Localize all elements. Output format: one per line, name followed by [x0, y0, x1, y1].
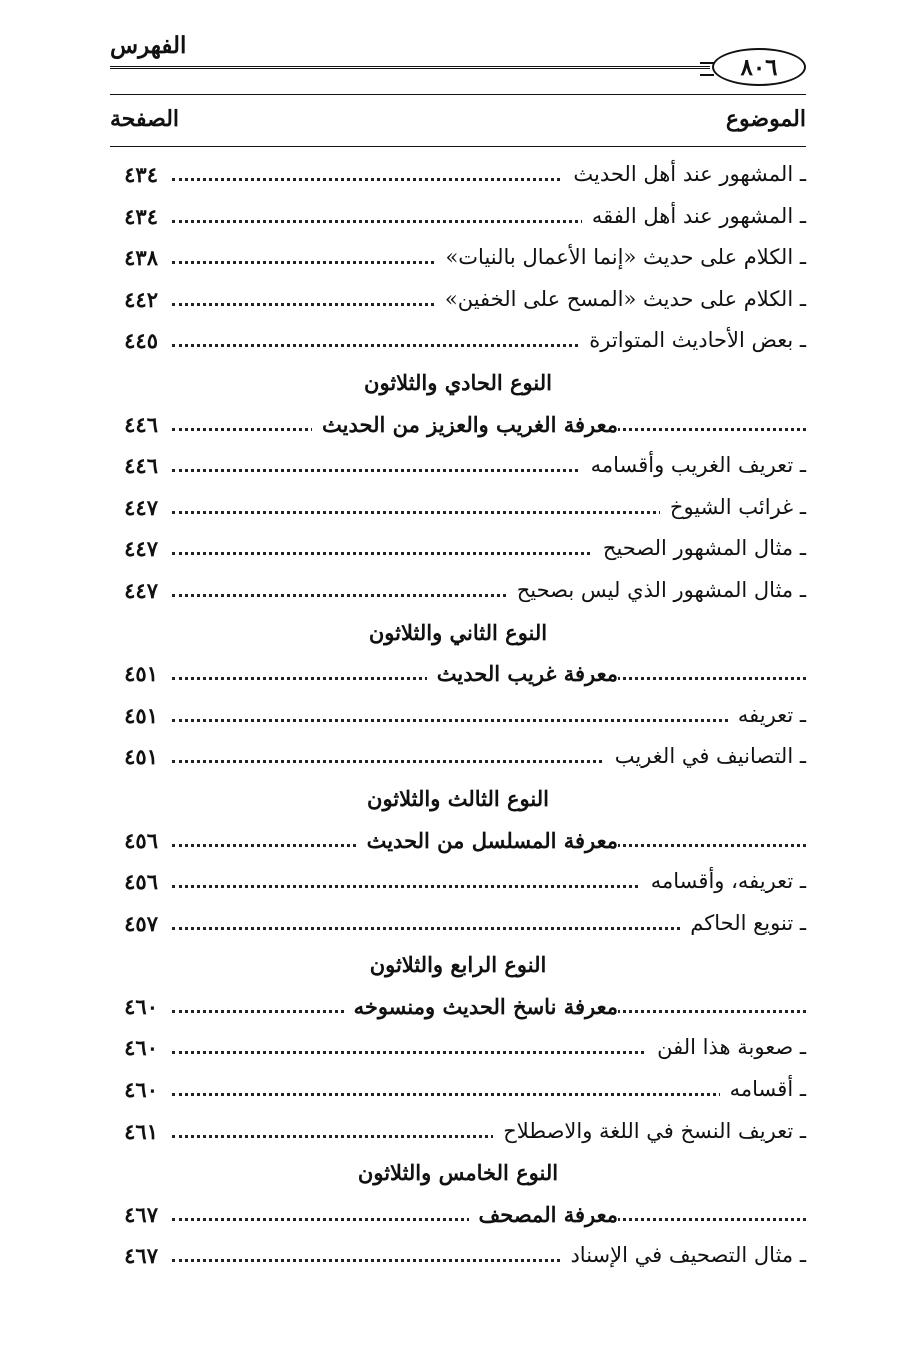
- entry-page-number: ٤٥١: [124, 661, 158, 687]
- entry-title: ـ الكلام على حديث «إنما الأعمال بالنيات»: [435, 245, 806, 269]
- index-entry[interactable]: [110, 283, 806, 325]
- entry-page-number: ٤٦٠: [124, 993, 158, 1019]
- entry-page-number: ٤٤٧: [124, 577, 158, 603]
- entry-title: ـ المشهور عند أهل الحديث: [563, 162, 806, 186]
- entry-title: ـ مثال التصحيف في الإسناد: [560, 1243, 806, 1267]
- entry-title: معرفة الغريب والعزيز من الحديث: [312, 412, 618, 437]
- entry-title: ـ بعض الأحاديث المتواترة: [579, 328, 806, 352]
- entry-title: ـ تعريف الغريب وأقسامه: [581, 453, 806, 477]
- column-divider: [110, 146, 806, 147]
- entry-page-number: ٤٦٧: [124, 1243, 158, 1269]
- entry-title: ـ مثال المشهور الذي ليس بصحيح: [507, 578, 806, 602]
- section-entry[interactable]: [110, 824, 806, 866]
- entry-title: معرفة المصحف: [469, 1202, 618, 1227]
- section-entry[interactable]: [110, 1198, 806, 1240]
- entry-page-number: ٤٤٢: [124, 286, 158, 312]
- chapter-heading-title: النوع الثاني والثلاثون: [368, 619, 548, 645]
- section-entry[interactable]: [110, 408, 806, 450]
- entry-page-number: ٤٤٦: [124, 453, 158, 479]
- index-page: [110, 0, 806, 1349]
- chapter-heading: [110, 616, 806, 658]
- chapter-heading: [110, 782, 806, 824]
- index-entry[interactable]: [110, 200, 806, 242]
- entry-title: ـ مثال المشهور الصحيح: [593, 536, 806, 560]
- entry-page-number: ٤٣٤: [124, 162, 158, 187]
- entry-title: معرفة المسلسل من الحديث: [357, 828, 618, 853]
- chapter-heading-title: النوع الخامس والثلاثون: [357, 1160, 559, 1186]
- entry-title: ـ تنويع الحاكم: [680, 911, 806, 935]
- entry-title: ـ غرائب الشيوخ: [660, 495, 806, 519]
- chapter-heading: [110, 1156, 806, 1198]
- entry-page-number: ٤٥١: [124, 744, 158, 770]
- chapter-heading: [110, 948, 806, 990]
- index-entry[interactable]: [110, 699, 806, 741]
- index-entry[interactable]: [110, 1239, 806, 1281]
- index-entry[interactable]: [110, 1073, 806, 1115]
- index-entry[interactable]: [110, 324, 806, 366]
- index-entries: [110, 158, 806, 1281]
- entry-page-number: ٤٣٤: [124, 203, 158, 229]
- chapter-heading-title: النوع الرابع والثلاثون: [369, 952, 547, 978]
- header-double-rule: [110, 66, 710, 69]
- entry-title: ـ تعريف النسخ في اللغة والاصطلاح: [493, 1119, 806, 1143]
- entry-title: ـ الكلام على حديث «المسح على الخفين»: [435, 287, 806, 311]
- entry-page-number: ٤٤٧: [124, 536, 158, 562]
- entry-page-number: ٤٥١: [124, 702, 158, 728]
- column-page-label: الصفحة: [110, 106, 180, 132]
- entry-title: ـ تعريفه، وأقسامه: [641, 869, 806, 893]
- index-entry[interactable]: [110, 241, 806, 283]
- page-number: ٨٠٦: [740, 53, 778, 81]
- entry-title: ـ صعوبة هذا الفن: [647, 1035, 806, 1059]
- dot-leader: [172, 1093, 806, 1096]
- chapter-heading-title: النوع الثالث والثلاثون: [367, 785, 549, 811]
- entry-page-number: ٤٤٥: [124, 328, 158, 354]
- section-entry[interactable]: [110, 657, 806, 699]
- index-entry[interactable]: [110, 1031, 806, 1073]
- index-entry[interactable]: [110, 449, 806, 491]
- running-header: [110, 30, 806, 90]
- index-entry[interactable]: [110, 574, 806, 616]
- index-entry[interactable]: [110, 491, 806, 533]
- entry-page-number: ٤٥٦: [124, 827, 158, 853]
- chapter-heading: [110, 366, 806, 408]
- entry-page-number: ٤٦١: [124, 1118, 158, 1144]
- entry-page-number: ٤٦٠: [124, 1035, 158, 1061]
- section-entry[interactable]: [110, 990, 806, 1032]
- entry-title: ـ المشهور عند أهل الفقه: [582, 204, 806, 228]
- index-entry[interactable]: [110, 740, 806, 782]
- entry-page-number: ٤٥٦: [124, 869, 158, 895]
- entry-title: ـ التصانيف في الغريب: [605, 744, 806, 768]
- entry-title: ـ تعريفه: [728, 703, 806, 727]
- chapter-heading-title: النوع الحادي والثلاثون: [364, 369, 552, 395]
- entry-page-number: ٤٤٦: [124, 411, 158, 437]
- column-header: [110, 100, 806, 140]
- dot-leader: [172, 719, 806, 722]
- entry-title: ـ أقسامه: [720, 1077, 806, 1101]
- top-divider: [110, 94, 806, 95]
- entry-title: معرفة غريب الحديث: [427, 661, 618, 686]
- entry-page-number: ٤٥٧: [124, 910, 158, 936]
- column-topic-label: الموضوع: [725, 106, 806, 132]
- entry-title: معرفة ناسخ الحديث ومنسوخه: [344, 994, 618, 1019]
- index-entry[interactable]: [110, 532, 806, 574]
- entry-page-number: ٤٦٧: [124, 1201, 158, 1227]
- index-entry[interactable]: [110, 907, 806, 949]
- running-title: الفهرس: [110, 32, 187, 59]
- entry-page-number: ٤٦٠: [124, 1077, 158, 1103]
- page-number-badge: [712, 48, 806, 86]
- entry-page-number: ٤٣٨: [124, 245, 158, 271]
- index-entry[interactable]: [110, 865, 806, 907]
- entry-page-number: ٤٤٧: [124, 494, 158, 520]
- index-entry[interactable]: [110, 1115, 806, 1157]
- index-entry[interactable]: [110, 158, 806, 200]
